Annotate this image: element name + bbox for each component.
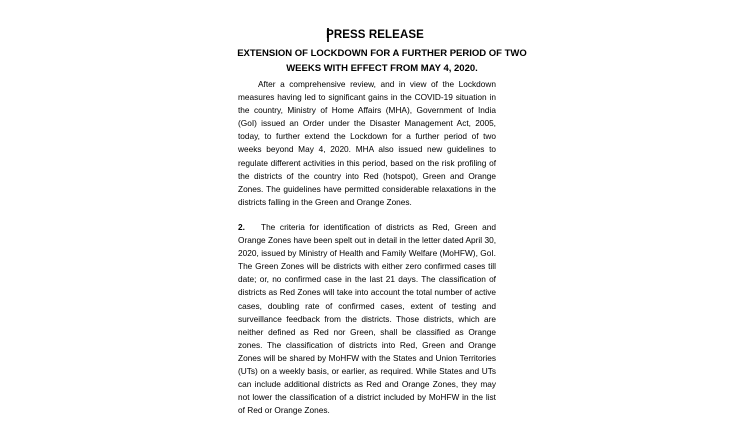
paragraph-1	[238, 78, 496, 209]
paragraph-2	[238, 221, 496, 417]
paragraph-1-text: After a comprehensive review, and in view of the Lockdown measures having led to significant gains in the COVID-19 situation in the country, Ministry of Home Affairs (MHA), Government of India (GoI) issued an Order under the Disaster Management Act, 2005, today, to further extend the Lockdown for a further period of two weeks beyond May 4, 2020. MHA also issued new guidelines to regulate different activities in this period, based on the risk profiling of the districts of the country into Red (hotspot), Green and Orange Zones. The guidelines have permitted considerable relaxations in the districts falling in the Green and Orange Zones.	[238, 79, 496, 207]
document-subtitle: EXTENSION OF LOCKDOWN FOR A FURTHER PERIOD OF TWO WEEKS WITH EFFECT FROM MAY 4, 2020.	[237, 48, 527, 74]
paragraph-2-number: 2.	[238, 222, 245, 232]
paragraph-2-text: The criteria for identification of districts as Red, Green and Orange Zones have been spelt out in detail in the letter dated April 30, 2020, issued by Ministry of Health and Family Welfare (MoHFW), GoI. The Green Zones will be districts with either zero confirmed cases till date; or, no confirmed case in the last 21 days. The classification of districts as Red Zones will take into account the total number of active cases, doubling rate of confirmed cases, extent of testing and surveillance feedback from the districts. Those districts, which are neither defined as Red nor Green, shall be classified as Orange zones. The classification of districts into Red, Green and Orange Zones will be shared by MoHFW with the States and Union Territories (UTs) on a weekly basis, or earlier, as required. While States and UTs can include additional districts as Red and Orange Zones, they may not lower the classification of a district included by MoHFW in the list of Red or Orange Zones.	[238, 222, 496, 416]
document-title: PRESS RELEASE	[326, 29, 424, 41]
